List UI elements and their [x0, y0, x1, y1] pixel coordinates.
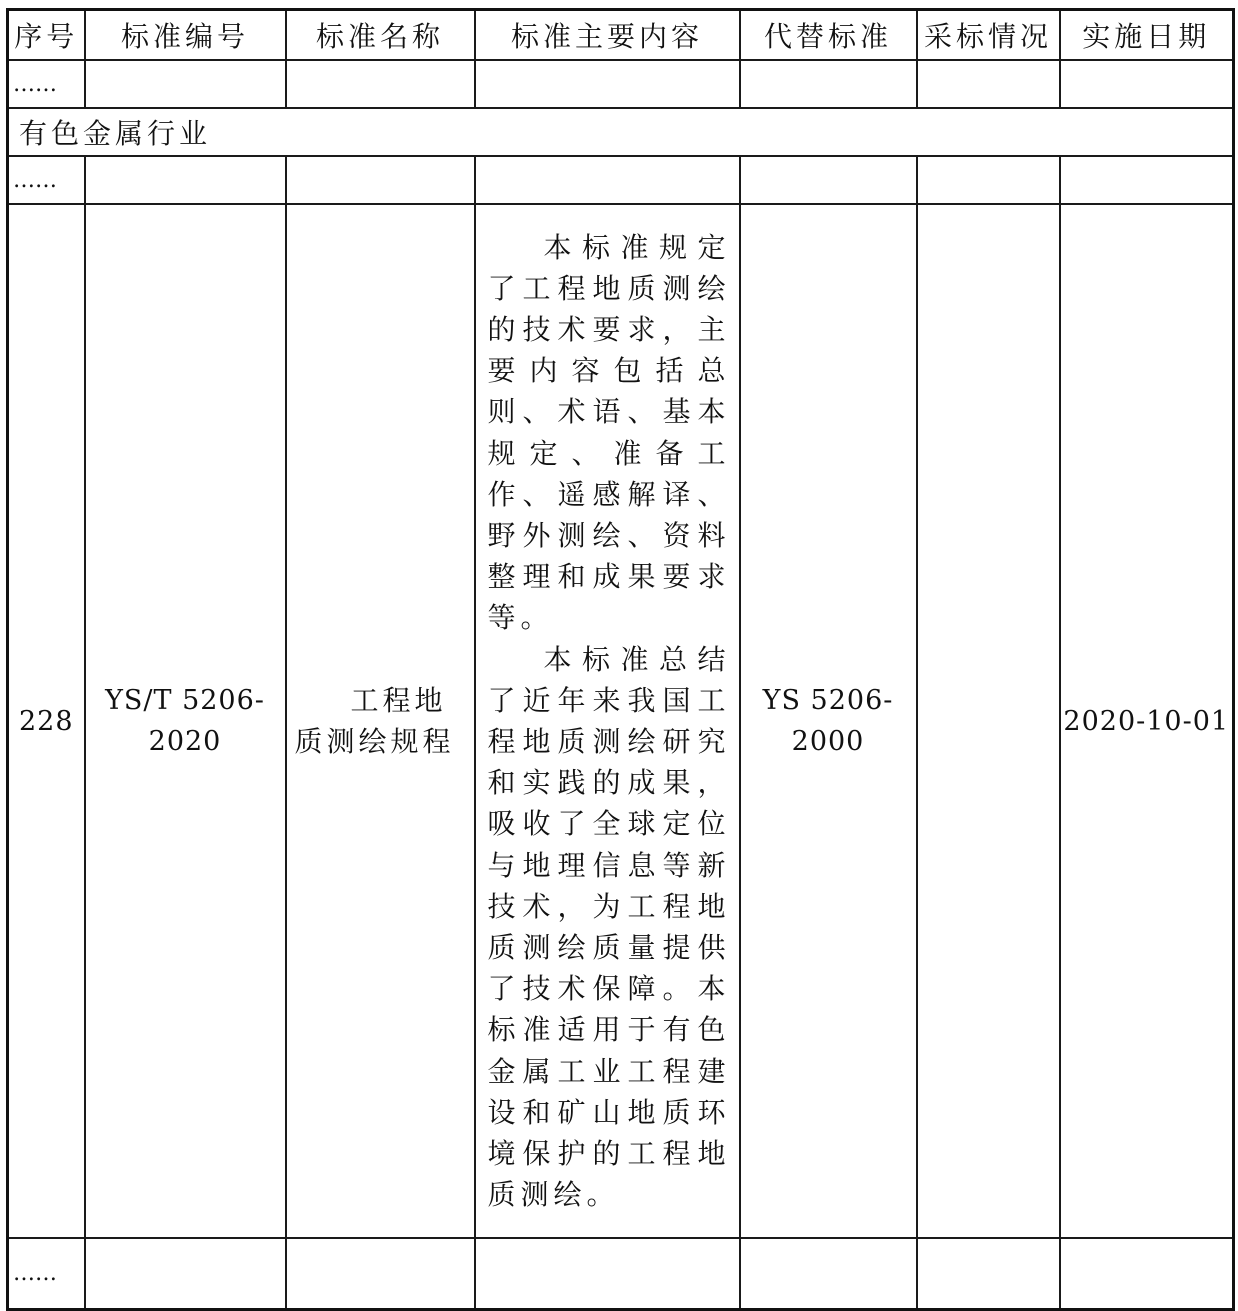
header-standard-name: 标准名称 — [286, 10, 475, 61]
record-replaces-line1: YS 5206- — [762, 685, 894, 716]
ellipsis-cell: …… — [8, 156, 85, 204]
record-content — [475, 204, 740, 1238]
record-content-paragraph-1: 本标准规定了工程地质测绘的技术要求，主要内容包括总则、术语、基本规定、准备工作、遥感解译、野外测绘、资料整理和成果要求等。 — [487, 230, 731, 635]
record-replaces — [740, 204, 917, 1238]
section-title: 有色金属行业 — [8, 108, 1234, 156]
ellipsis-cell: …… — [8, 1238, 85, 1310]
empty-cell — [1060, 156, 1234, 204]
standards-table-wrapper — [6, 8, 1235, 1311]
empty-cell — [85, 60, 286, 108]
header-row — [8, 10, 1234, 61]
record-standard-no-line1: YS/T 5206- — [105, 685, 265, 716]
empty-cell — [286, 60, 475, 108]
record-name — [286, 204, 475, 1238]
header-replaces: 代替标准 — [740, 10, 917, 61]
empty-cell — [917, 60, 1060, 108]
record-index: 228 — [8, 204, 85, 1238]
ellipsis-cell: …… — [8, 60, 85, 108]
empty-cell — [475, 156, 740, 204]
empty-cell — [85, 156, 286, 204]
empty-cell — [1060, 60, 1234, 108]
record-content-paragraph-2: 本标准总结了近年来我国工程地质测绘研究和实践的成果，吸收了全球定位与地理信息等新技术，为工程地质测绘质量提供了技术保障。本标准适用于有色金属工业工程建设和矿山地质环境保护的工程地质测绘。 — [487, 642, 731, 1212]
header-standard-no: 标准编号 — [85, 10, 286, 61]
standards-table — [6, 8, 1235, 1311]
record-replaces-line2: 2000 — [791, 726, 865, 757]
section-row — [8, 108, 1234, 156]
header-date: 实施日期 — [1060, 10, 1234, 61]
record-name-text: 工程地质测绘规程 — [294, 684, 455, 758]
record-standard-no-line2: 2020 — [148, 726, 222, 757]
empty-cell — [917, 156, 1060, 204]
ellipsis-row — [8, 156, 1234, 204]
table-row — [8, 204, 1234, 1238]
record-standard-no — [85, 204, 286, 1238]
empty-cell — [740, 60, 917, 108]
header-adoption: 采标情况 — [917, 10, 1060, 61]
ellipsis-row — [8, 60, 1234, 108]
empty-cell — [475, 60, 740, 108]
header-main-content: 标准主要内容 — [475, 10, 740, 61]
empty-cell — [286, 156, 475, 204]
empty-cell — [740, 156, 917, 204]
record-date: 2020-10-01 — [1060, 204, 1234, 1238]
header-index: 序号 — [8, 10, 85, 61]
record-adoption — [917, 204, 1060, 1238]
